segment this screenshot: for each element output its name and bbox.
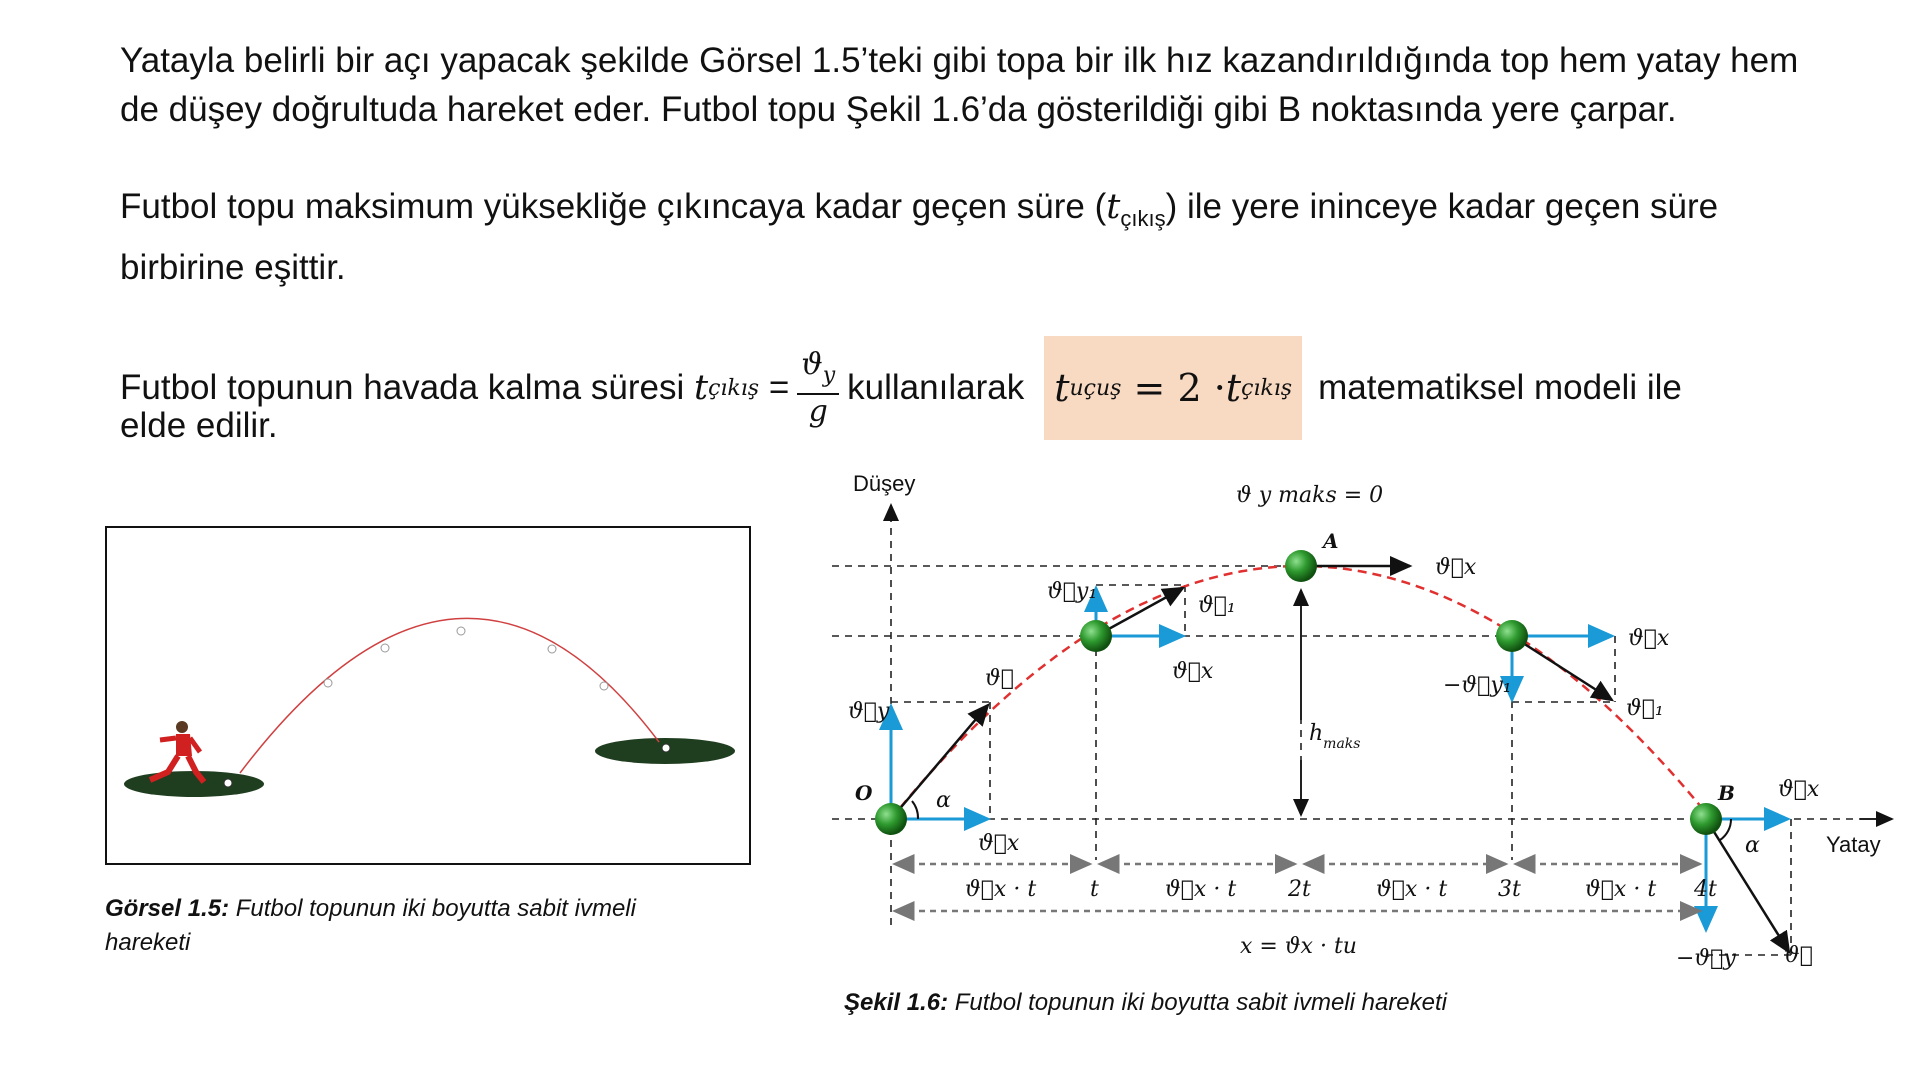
ball-b: [1690, 803, 1722, 835]
point-o-label: O: [855, 781, 873, 805]
vx-3t-label: ϑ⃗x: [1628, 626, 1670, 651]
vertical-axis-label: Düşey: [853, 471, 916, 496]
alpha-o-label: α: [936, 788, 951, 813]
hmax-symbol: h: [1309, 721, 1324, 746]
balls: [875, 550, 1722, 835]
time-label-4t: 4t: [1694, 877, 1717, 902]
segment-label-1: ϑ⃗x · t: [965, 877, 1037, 902]
numerator-sub: y: [822, 362, 836, 388]
time-label-t: t: [1090, 877, 1099, 902]
text: ) ile yere ininceye kadar geçen süre birbirine eşittir.: [120, 187, 1719, 287]
model-t: t: [1054, 366, 1070, 410]
paragraph-intro: Yatayla belirli bir açı yapacak şekilde Görsel 1.5’teki gibi topa bir ilk hız kazandırıldığında top hem yatay hem de düşey doğrultuda hareket eder. Futbol topu Şekil 1.6’da gösterildiği gibi B noktasında yere çarpar.: [120, 41, 1799, 129]
figure-1-5-image: [106, 527, 750, 864]
vx-o-label: ϑ⃗x: [978, 831, 1020, 856]
caption-text: Futbol topunun iki boyutta sabit ivmeli hareketi: [948, 989, 1447, 1016]
caption-label: Görsel 1.5:: [105, 895, 230, 922]
ball-a: [1285, 550, 1317, 582]
point-b-label: B: [1718, 781, 1735, 805]
formula-line-end: elde edilir.: [120, 406, 278, 445]
segment-label-2: ϑ⃗x · t: [1165, 877, 1237, 902]
v1-3t-label: ϑ⃗₁: [1626, 696, 1664, 721]
point-a-label: A: [1323, 529, 1339, 553]
neg-vy1-label: −ϑ⃗y₁: [1443, 673, 1512, 698]
vx-b-label: ϑ⃗x: [1778, 777, 1820, 802]
model-t-sub: uçuş: [1069, 375, 1122, 401]
range-formula: x = ϑx · tu: [1240, 934, 1357, 959]
formula-prefix: Futbol topunun havada kalma süresi: [120, 368, 685, 407]
vx-t-label: ϑ⃗x: [1172, 659, 1214, 684]
t-cikis-sub: çıkış: [708, 375, 760, 401]
t-cikis: t: [693, 368, 709, 408]
vymax-label: ϑ y maks = 0: [1236, 483, 1384, 508]
alpha-b-label: α: [1745, 833, 1760, 858]
t-symbol: t: [1106, 187, 1121, 227]
formula-middle: kullanılarak: [847, 368, 1025, 407]
model-t2: t: [1225, 366, 1242, 410]
model-t2-sub: çıkış: [1241, 375, 1293, 401]
grass-patch-left: [124, 771, 264, 797]
vy1-label: ϑ⃗y₁: [1047, 579, 1098, 604]
ball-o: [875, 803, 907, 835]
segment-label-4: ϑ⃗x · t: [1585, 877, 1657, 902]
ball-t: [1080, 620, 1112, 652]
trajectory: [891, 566, 1706, 819]
v1-label: ϑ⃗₁: [1198, 593, 1236, 618]
angle-arc-o: [912, 801, 918, 819]
figure-1-6-caption: [844, 986, 1447, 1020]
v-b-label: ϑ⃗: [1784, 943, 1813, 968]
caption-text: Futbol topunun iki boyutta sabit ivmeli hareketi: [105, 895, 636, 956]
time-label-3t: 3t: [1498, 877, 1521, 902]
figure-1-6-diagram: [832, 471, 1892, 971]
denominator: g: [808, 393, 828, 429]
image-frame: [106, 527, 750, 864]
vx-a-label: ϑ⃗x: [1435, 555, 1477, 580]
text: Futbol topu maksimum yüksekliğe çıkıncaya kadar geçen süre (: [120, 187, 1107, 226]
time-label-2t: 2t: [1288, 877, 1311, 902]
segment-label-3: ϑ⃗x · t: [1376, 877, 1448, 902]
neg-vy-label: −ϑ⃗y: [1676, 946, 1736, 971]
caption-label: Şekil 1.6:: [844, 989, 949, 1016]
t-subscript: çıkış: [1120, 206, 1166, 231]
vy-label: ϑ⃗y: [848, 699, 890, 724]
hmax-label: [1309, 721, 1360, 752]
formula-suffix: matematiksel modeli ile: [1318, 368, 1682, 407]
figure-1-5-caption: [105, 892, 725, 960]
v-label: ϑ⃗: [985, 666, 1014, 691]
equals: =: [768, 368, 790, 407]
hmax-sub: maks: [1323, 736, 1361, 752]
model-rhs: = 2 ·: [1133, 366, 1226, 410]
ball-3t: [1496, 620, 1528, 652]
numerator-symbol: ϑ: [801, 346, 823, 382]
horizontal-axis-label: Yatay: [1826, 832, 1881, 857]
